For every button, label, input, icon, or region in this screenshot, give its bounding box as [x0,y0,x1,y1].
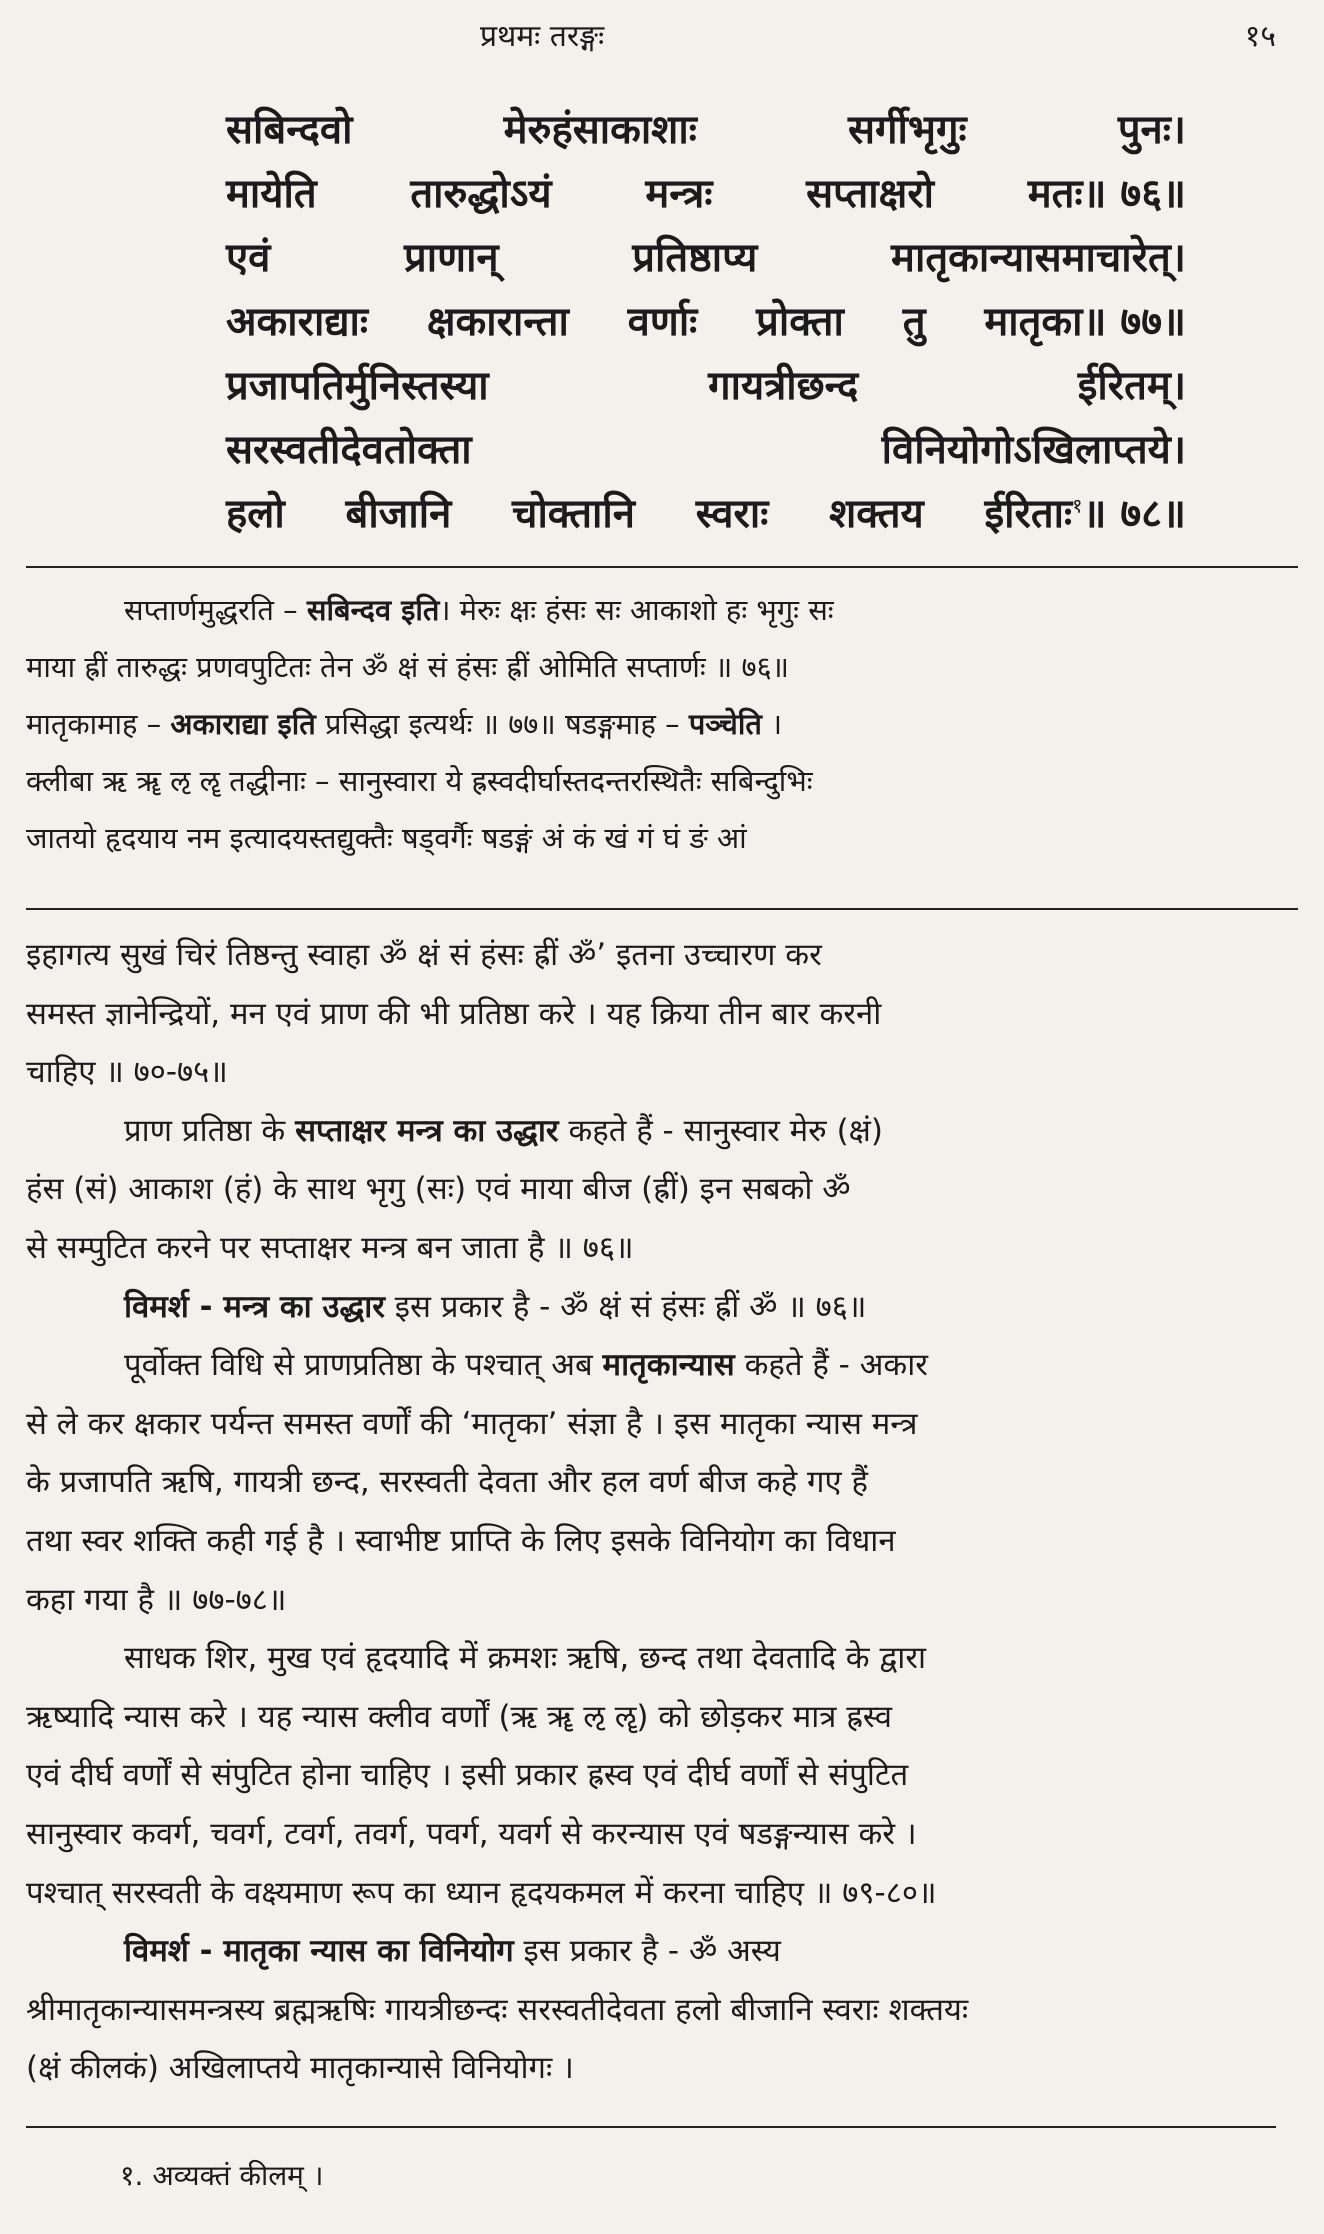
verse-word: मातृकान्यासमाचारेत्। [891,235,1186,281]
text-line-content [26,1171,851,1207]
text-run: कहते हैं - सानुस्वार मेरु (क्षं) [558,1112,883,1149]
verse-word: अकाराद्याः [226,299,368,345]
text-line [26,1336,1288,1395]
verse-word: एवं [226,235,271,281]
verse-line [226,356,1186,420]
text-line-content [26,1757,908,1793]
text-line [26,1864,1288,1923]
verse-line [226,164,1186,228]
verse-line [226,484,1186,548]
text-line-content [26,1406,918,1442]
text-run: । [761,707,783,741]
verse-word: प्रजापतिर्मुनिस्तस्या [226,363,489,409]
verse-word: चोक्तानि [512,491,635,537]
verse-word: विनियोगोऽखिलाप्तये। [881,427,1186,473]
verse-word: ईरिताः [984,491,1073,537]
text-line-content [26,821,747,855]
text-line-content [26,937,822,973]
text-run: इहागत्य सुखं चिरं तिष्ठन्तु स्वाहा ॐ क्षं सं हंसः ह्रीं ॐ’ इतना उच्चारण कर [26,937,822,973]
text-run: मातृकामाह – [26,707,171,741]
text-run: सप्तार्णमुद्धरति – [124,593,307,627]
verse-word: मायेति [226,171,317,217]
text-line [26,1102,1288,1161]
verse-word: ईरितम्। [1077,363,1186,409]
text-line-content [26,1875,937,1911]
verse-line [226,228,1186,292]
text-line-content [26,1113,883,1149]
text-line [26,1922,1288,1981]
text-run: एवं दीर्घ वर्णों से संपुटित होना चाहिए । इसी प्रकार ह्रस्व एवं दीर्घ वर्णों से संपुटित [26,1757,909,1794]
bold-term: सप्ताक्षर मन्त्र का उद्धार [295,1112,559,1149]
text-run: । मेरुः क्षः हंसः सः आकाशो हः भृगुः सः [439,593,834,627]
verse-word: प्रतिष्ठाप्य [632,235,758,281]
verse-word: मातृका॥ ७७॥ [984,299,1186,345]
hindi-translation [26,926,1288,2098]
text-run: इस प्रकार है - ॐ अस्य [513,1933,781,1970]
text-line [26,1981,1288,2040]
text-run: पूर्वोक्त विधि से प्राणप्रतिष्ठा के पश्चात् अब [124,1347,603,1384]
verse-block [226,100,1186,548]
text-line [26,2039,1288,2098]
text-line [26,1629,1288,1688]
text-line [26,1160,1288,1219]
divider-top [26,566,1298,568]
running-title: प्रथमः तरङ्गः [480,19,605,54]
text-line [26,926,1288,985]
text-line-content [26,1347,928,1383]
page-number: १५ [1244,19,1276,54]
text-run: क्लीबा ऋ ॠ ऌ ॡ तद्धीनाः – सानुस्वारा ये ह्रस्वदीर्घास्तदन्तरस्थितैः सबिन्दुभिः [26,764,813,798]
text-line-content [26,1582,286,1618]
text-run: चाहिए ॥ ७०-७५॥ [26,1054,228,1091]
text-line-content [26,1523,896,1559]
text-run: तथा स्वर शक्ति कही गई है । स्वाभीष्ट प्राप्ति के लिए इसके विनियोग का विधान [26,1522,896,1559]
divider-footnote [26,2126,1276,2128]
text-run: माया ह्रीं तारुद्धः प्रणवपुटितः तेन ॐ क्षं सं हंसः ह्रीं ओमिति सप्तार्णः ॥ ७६॥ [26,650,790,684]
text-line [26,1805,1288,1864]
text-line [26,753,1288,810]
text-line-content [26,1816,917,1852]
text-run: पश्चात् सरस्वती के वक्ष्यमाण रूप का ध्यान हृदयकमल में करना चाहिए ॥ ७९-८०॥ [26,1874,937,1911]
verse-word: सर्गीभृगुः [848,107,967,153]
text-run: समस्त ज्ञानेन्द्रियों, मन एवं प्राण की भी प्रतिष्ठा करे । यह क्रिया तीन बार करनी [26,995,882,1032]
text-line-content [26,764,813,798]
verse-word: पुनः। [1117,107,1186,153]
text-line-content [26,1699,892,1735]
bold-term: विमर्श - मन्त्र का उद्धार [124,1288,385,1325]
verse-word: सबिन्दवो [226,107,353,153]
text-line-content [26,996,881,1032]
text-line [26,1746,1288,1805]
bold-term: अकाराद्या इति [170,707,316,741]
text-run: श्रीमातृकान्यासमन्त्रस्य ब्रह्मऋषिः गायत्रीछन्दः सरस्वतीदेवता हलो बीजानि स्वराः शक्तयः [26,1991,969,2028]
page-header [0,14,1324,64]
divider-middle [26,908,1298,910]
text-line [26,985,1288,1044]
verse-word: प्रोक्ता [756,299,844,345]
footnote-mark: १ [1072,493,1083,518]
text-line [26,1512,1288,1571]
verse-word: मेरुहंसाकाशाः [503,107,697,153]
text-line [26,639,1288,696]
text-line-content [26,1054,228,1090]
text-line [26,1453,1288,1512]
text-run: इस प्रकार है - ॐ क्षं सं हंसः ह्रीं ॐ ॥ ७६॥ [384,1288,867,1325]
text-line [26,1395,1288,1454]
bold-term: विमर्श - मातृका न्यास का विनियोग [124,1933,514,1970]
footnote: १. अव्यक्तं कीलम् । [120,2159,324,2192]
text-run: (क्षं कीलकं) अखिलाप्तये मातृकान्यासे विनियोगः । [26,2050,574,2087]
text-line [26,1278,1288,1337]
text-run: जातयो हृदयाय नम इत्यादयस्तद्युक्तैः षड्वर्गैः षडङ्गं अं कं खं गं घं ङं आं [26,821,747,855]
text-line-content [26,1230,634,1266]
verse-word: वर्णाः [627,299,698,345]
verse-word: सप्ताक्षरो [806,171,935,217]
verse-word: शक्तय [829,491,924,537]
text-line-content [26,593,834,627]
text-run: कहते हैं - अकार [734,1347,928,1384]
text-run: प्राण प्रतिष्ठा के [124,1112,296,1149]
verse-word: हलो [226,491,285,537]
text-line-content [26,1640,926,1676]
text-line-content [26,1464,868,1500]
text-line-content [26,2050,574,2086]
verse-word: तारुद्धोऽयं [410,171,552,217]
text-run: प्रसिद्धा इत्यर्थः ॥ ७७॥ षडङ्गमाह – [315,707,689,741]
text-run: कहा गया है ॥ ७७-७८॥ [26,1581,287,1618]
text-line [26,1571,1288,1630]
text-line-content [26,707,782,741]
verse-line [226,292,1186,356]
text-run: ऋष्यादि न्यास करे । यह न्यास क्लीव वर्णों (ऋ ॠ ऌ ॡ) को छोड़कर मात्र ह्रस्व [26,1698,893,1735]
verse-word: तु [902,299,926,345]
text-run: सानुस्वार कवर्ग, चवर्ग, टवर्ग, तवर्ग, पवर्ग, यवर्ग से करन्यास एवं षडङ्गन्यास करे । [26,1815,917,1852]
text-run: हंस (सं) आकाश (हं) के साथ भृगु (सः) एवं माया बीज (ह्रीं) इन सबको ॐ [26,1171,851,1208]
bold-term: मातृकान्यास [602,1347,735,1384]
verse-word-last [984,484,1185,539]
sanskrit-commentary [26,582,1288,867]
text-line [26,810,1288,867]
verse-word: स्वराः [695,491,769,537]
text-line [26,696,1288,753]
text-line [26,1688,1288,1747]
text-run: से सम्पुटित करने पर सप्ताक्षर मन्त्र बन जाता है ॥ ७६॥ [26,1229,634,1266]
text-line [26,1043,1288,1102]
verse-line [226,420,1186,484]
text-line [26,582,1288,639]
verse-word: मतः॥ ७६॥ [1027,171,1186,217]
verse-word: गायत्रीछन्द [708,363,859,409]
text-run: के प्रजापति ऋषि, गायत्री छन्द, सरस्वती देवता और हल वर्ण बीज कहे गए हैं [26,1464,868,1501]
text-run: साधक शिर, मुख एवं हृदयादि में क्रमशः ऋषि, छन्द तथा देवतादि के द्वारा [124,1640,927,1677]
text-run: से ले कर क्षकार पर्यन्त समस्त वर्णों की ‘मातृका’ संज्ञा है । इस मातृका न्यास मन्त्र [26,1405,918,1442]
bold-term: पञ्चेति [688,707,762,741]
verse-word: सरस्वतीदेवतोक्ता [226,427,472,473]
verse-word: क्षकारान्ता [426,299,569,345]
verse-word: बीजानि [345,491,452,537]
text-line-content [26,650,789,684]
text-line-content [26,1289,866,1325]
text-line [26,1219,1288,1278]
verse-end: ॥ ७८॥ [1082,491,1186,537]
text-line-content [26,1992,968,2028]
verse-word: प्राणान् [404,235,499,281]
verse-word: मन्त्रः [645,171,713,217]
verse-line [226,100,1186,164]
text-line-content [26,1933,781,1969]
bold-term: सबिन्दव इति [306,593,440,627]
